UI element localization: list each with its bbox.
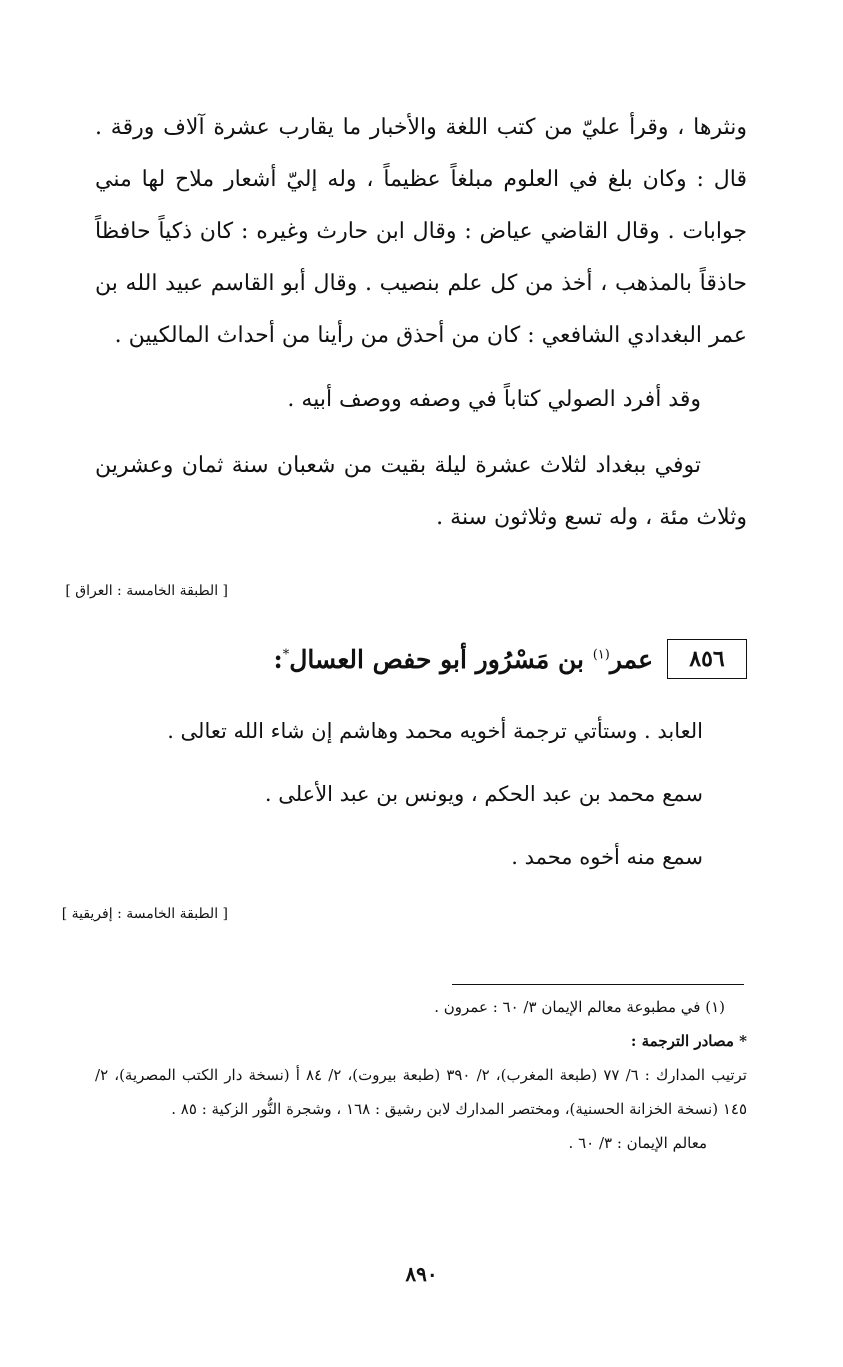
sources-text: ترتيب المدارك : ٦/ ٧٧ (طبعة المغرب)، ٢/ ٣٩٠ (طبعة بيروت)، ٢/ ٨٤ أ (نسخة دار الكتب المصرية)، ٢/ ١٤٥ (نسخة الخزانة الحسنية)، ومختصر المدارك لابن رشيق : ١٦٨ ، وشجرة النُّور الزكية : ٨٥ . [95, 1066, 747, 1118]
entry-number-box: ٨٥٦ [667, 639, 747, 679]
sources-heading: * مصادر الترجمة : [630, 1032, 747, 1050]
entry-body [143, 700, 703, 889]
entry-name-part-1: عمر [609, 644, 653, 674]
sources-star: * [282, 647, 290, 663]
tabaqa-label-iraq: [ الطبقة الخامسة : العراق ] [65, 583, 228, 599]
entry-heading [274, 634, 747, 684]
body-text [95, 102, 747, 544]
entry-name-part-2: بن مَسْرُور أبو حفص العسال [289, 644, 584, 674]
entry-colon: : [273, 644, 283, 674]
paragraph-2: وقد أفرد الصولي كتاباً في وصفه ووصف أبيه . [287, 387, 701, 412]
sources-last: معالم الإيمان : ٣/ ٦٠ . [568, 1134, 707, 1152]
footnote-1: (١) في مطبوعة معالم الإيمان ٣/ ٦٠ : عمرون . [434, 998, 725, 1016]
entry-line-3: سمع منه أخوه محمد . [511, 845, 703, 869]
paragraph-3: توفي ببغداد لثلاث عشرة ليلة بقيت من شعبان سنة ثمان وعشرين وثلاث مئة ، وله تسع وثلاثون سنة . [95, 453, 747, 530]
entry-line-2: سمع محمد بن عبد الحكم ، ويونس بن عبد الأعلى . [264, 782, 703, 806]
entry-title [274, 645, 653, 674]
page-number: ٨٩٠ [405, 1262, 438, 1286]
tabaqa-label-ifriqiya: [ الطبقة الخامسة : إفريقية ] [61, 906, 228, 922]
footnotes [95, 990, 747, 1160]
footnote-divider [452, 984, 744, 985]
footnote-marker: (١) [592, 647, 610, 663]
paragraph-1: ونثرها ، وقرأ عليّ من كتب اللغة والأخبار ما يقارب عشرة آلاف ورقة . قال : وكان بلغ في العلوم مبلغاً عظيماً ، وله إليّ أشعار ملاح لها مني جوابات . وقال القاضي عياض : وقال ابن حارث وغيره : كان ذكياً حافظاً حاذقاً بالمذهب ، أخذ من كل علم بنصيب . وقال أبو القاسم عبيد الله بن عمر البغدادي الشافعي : كان من أحذق من رأينا من أحداث المالكيين . [95, 115, 747, 348]
entry-line-1: العابد . وستأتي ترجمة أخويه محمد وهاشم إن شاء الله تعالى . [167, 719, 703, 743]
